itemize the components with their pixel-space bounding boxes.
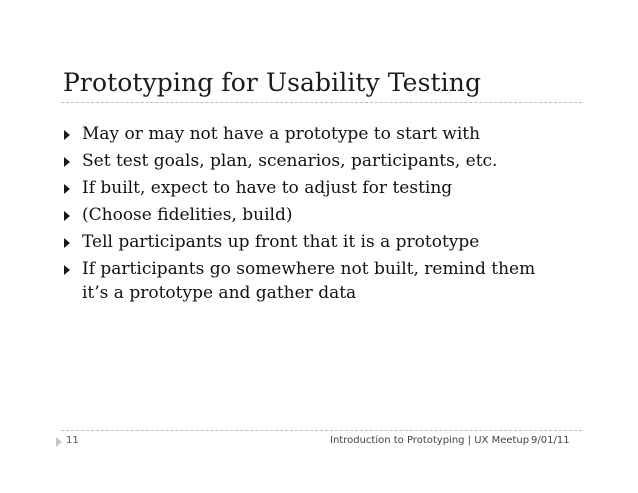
bullet-text: If built, expect to have to adjust for testing xyxy=(82,178,453,198)
triangle-bullet-icon xyxy=(64,130,70,140)
triangle-bullet-icon xyxy=(64,211,70,221)
triangle-bullet-icon xyxy=(64,265,70,275)
bullet-item-6 xyxy=(64,257,564,305)
slide-title: Prototyping for Usability Testing xyxy=(63,68,482,97)
bullet-list xyxy=(64,122,564,308)
triangle-bullet-icon xyxy=(64,238,70,248)
triangle-marker-icon xyxy=(56,437,62,447)
bullet-item-4 xyxy=(64,203,564,227)
bullet-text: May or may not have a prototype to start with xyxy=(82,124,481,144)
footer-date: 9/01/11 xyxy=(531,435,570,446)
bullet-item-3 xyxy=(64,176,564,200)
footer-title: Introduction to Prototyping | UX Meetup xyxy=(330,435,530,446)
title-divider xyxy=(61,102,582,103)
bullet-text: Set test goals, plan, scenarios, participants, etc. xyxy=(82,151,498,171)
bullet-text: If participants go somewhere not built, remind them it’s a prototype and gather data xyxy=(82,259,536,303)
bullet-item-1 xyxy=(64,122,564,146)
bullet-text: (Choose fidelities, build) xyxy=(82,205,293,225)
page-number: 11 xyxy=(66,435,79,446)
bullet-item-2 xyxy=(64,149,564,173)
bullet-text: Tell participants up front that it is a prototype xyxy=(82,232,480,252)
bullet-item-5 xyxy=(64,230,564,254)
footer-divider xyxy=(61,430,582,431)
triangle-bullet-icon xyxy=(64,157,70,167)
triangle-bullet-icon xyxy=(64,184,70,194)
